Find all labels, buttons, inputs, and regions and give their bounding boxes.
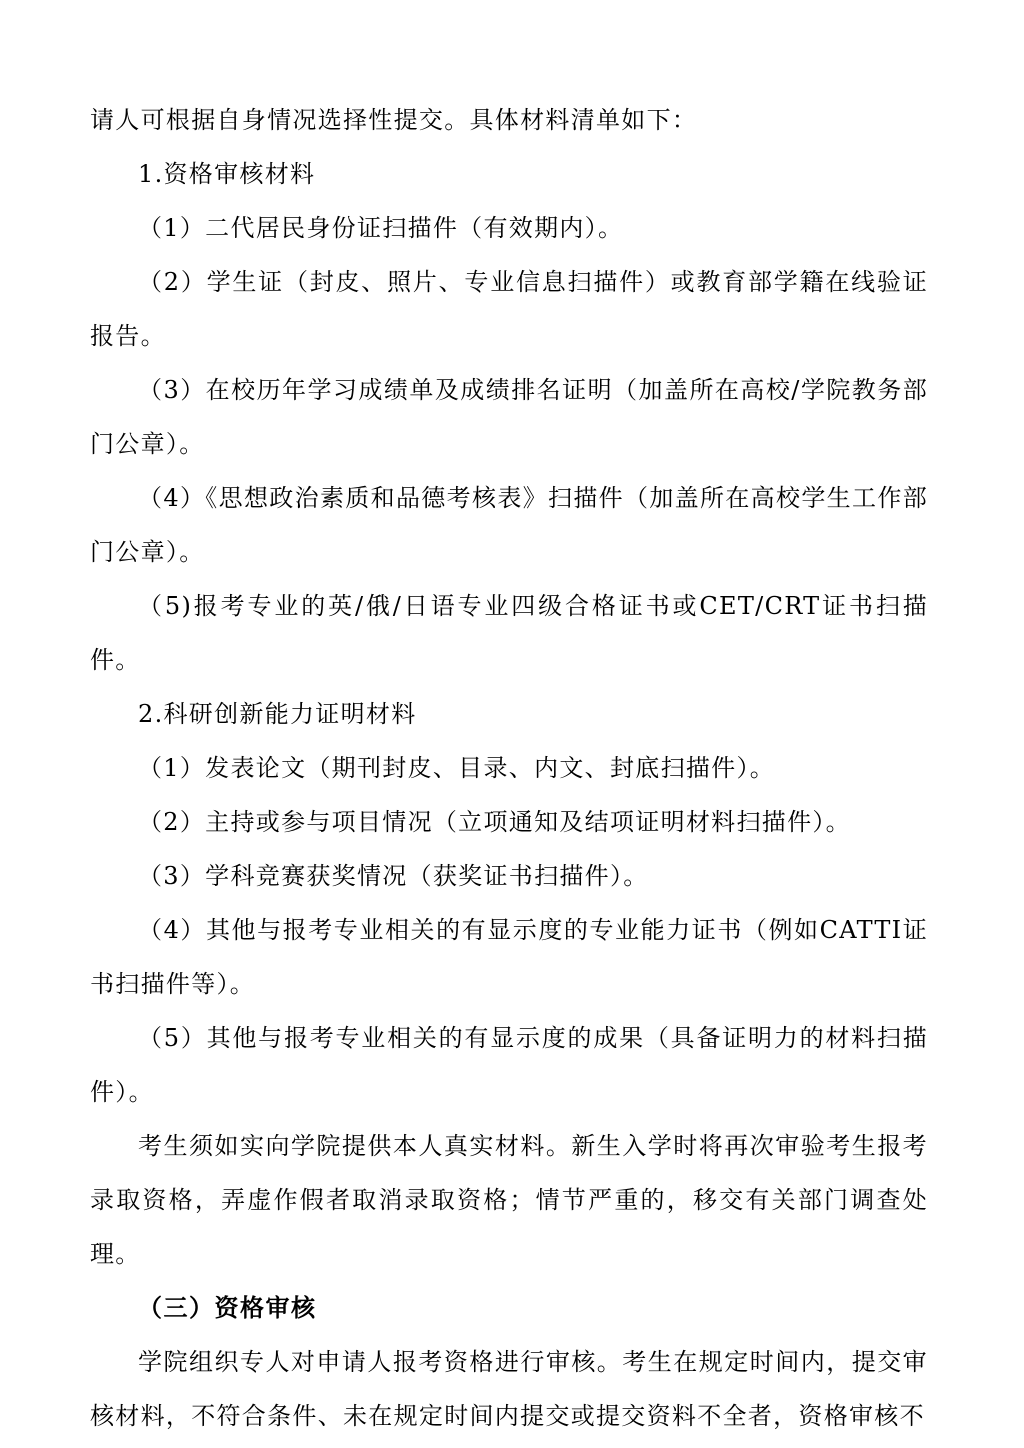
paragraph-honesty-notice: 考生须如实向学院提供本人真实材料。新生入学时将再次审验考生报考录取资格，弄虚作假者取消录取资格；情节严重的，移交有关部门调查处理。 <box>90 1132 928 1268</box>
item-certificates: （4）其他与报考专业相关的有显示度的专业能力证书（例如CATTI证书扫描件等）。 <box>90 916 928 998</box>
item-papers: （1）发表论文（期刊封皮、目录、内文、封底扫描件）。 <box>138 754 776 782</box>
item-projects: （2）主持或参与项目情况（立项通知及结项证明材料扫描件）。 <box>138 808 851 836</box>
section-heading-qualification-review: （三）资格审核 <box>138 1294 317 1322</box>
item-other-achievements: （5）其他与报考专业相关的有显示度的成果（具备证明力的材料扫描件）。 <box>90 1024 928 1106</box>
item-student-card: （2）学生证（封皮、照片、专业信息扫描件）或教育部学籍在线验证报告。 <box>90 268 928 350</box>
item-language-certificate: （5)报考专业的英/俄/日语专业四级合格证书或CET/CRT证书扫描件。 <box>90 592 928 674</box>
paragraph-continuation: 请人可根据自身情况选择性提交。具体材料清单如下： <box>90 106 698 134</box>
paragraph-review-process: 学院组织专人对申请人报考资格进行审核。考生在规定时间内，提交审核材料，不符合条件、未在规定时间内提交或提交资料不全者，资格审核不 <box>90 1348 928 1430</box>
item-transcript: （3）在校历年学习成绩单及成绩排名证明（加盖所在高校/学院教务部门公章）。 <box>90 376 928 458</box>
item-id-card: （1）二代居民身份证扫描件（有效期内）。 <box>138 214 624 242</box>
item-competitions: （3）学科竞赛获奖情况（获奖证书扫描件）。 <box>138 862 649 890</box>
section-research-materials: 2.科研创新能力证明材料 <box>138 700 417 728</box>
section-qualification-materials: 1.资格审核材料 <box>138 160 316 188</box>
document-page <box>90 93 928 1443</box>
item-moral-assessment: （4）《思想政治素质和品德考核表》扫描件（加盖所在高校学生工作部门公章）。 <box>90 484 928 566</box>
